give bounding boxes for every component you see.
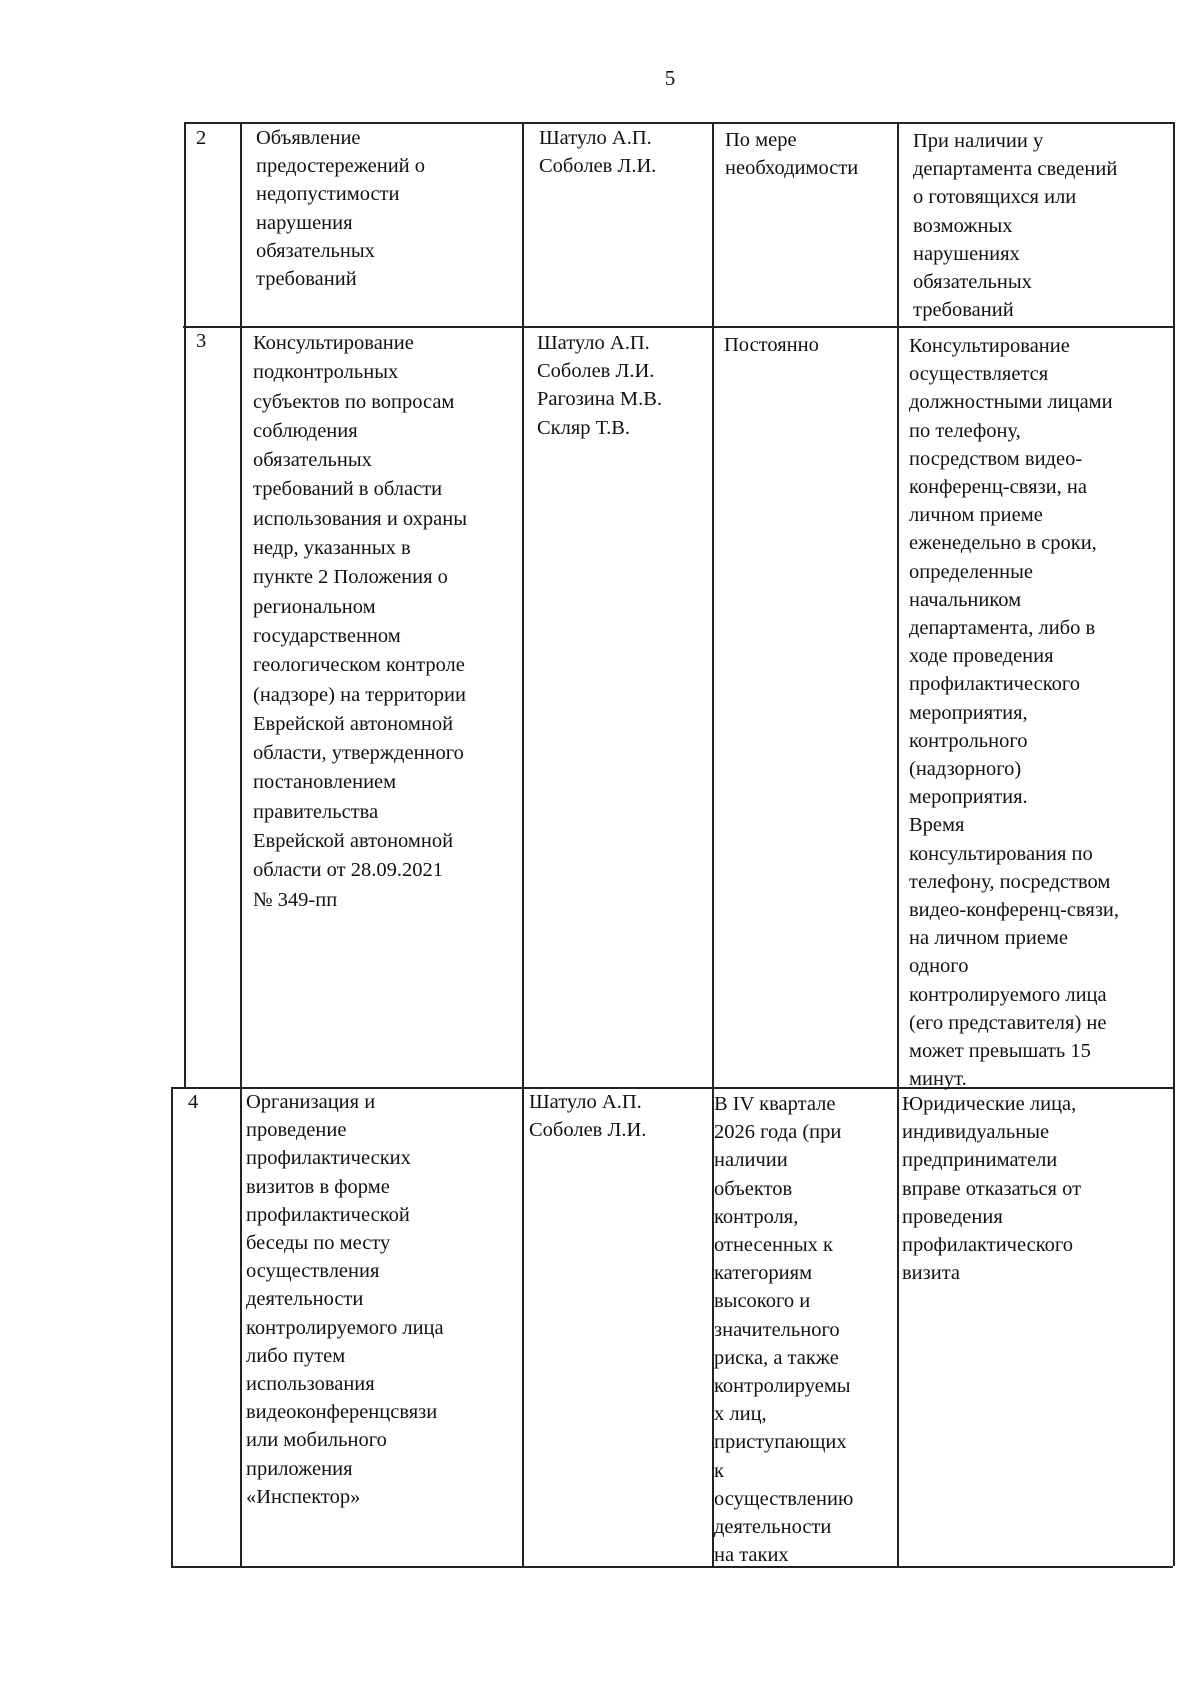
responsible-cell: Шатуло А.П. Соболев Л.И. Рагозина М.В. Скляр Т.В. [537,332,663,439]
row-divider-2-3 [183,326,1175,328]
row-number: 2 [196,127,207,149]
column-divider-2 [522,122,524,1566]
responsible-cell: Шатуло А.П. Соболев Л.И. [529,1091,647,1142]
activity-cell: Объявление предостережений о недопустимости нарушения обязательных требований [256,127,426,291]
table-border-bottom [171,1566,1173,1568]
notes-cell: При наличии у департамента сведений о готовящихся или возможных нарушениях обязательных требований [913,130,1118,322]
notes-cell: Юридические лица, индивидуальные предприниматели вправе отказаться от проведения профилактического визита [902,1093,1082,1285]
row-number: 4 [188,1091,199,1113]
page-number: 5 [664,66,676,90]
activity-cell: Организация и проведение профилактических визитов в форме профилактической беседы по месту осуществления деятельности контролируемого лица либо путем использования видеоконференцсвязи или мобильного приложения «Инспектор» [246,1091,444,1508]
activity-cell: Консультирование подконтрольных субъектов по вопросам соблюдения обязательных требований в области использования и охраны недр, указанных в пункте 2 Положения о региональном государственном геологическом контроле (надзоре) на территории Еврейской автономной области, утвержденного постановлением правительства Еврейской автономной области от 28.09.2021 № 349-пп [253,332,468,911]
responsible-cell: Шатуло А.П. Соболев Л.И. [539,127,657,178]
timing-cell: По мере необходимости [725,129,859,180]
timing-cell: Постоянно [724,334,819,356]
table-border-right [1173,122,1175,1566]
timing-cell: В IV квартале 2026 года (при наличии объектов контроля, отнесенных к категориям высокого и значительного риска, а также контролируемы х лиц, приступающих к осуществлению деятельности на таких [714,1093,854,1567]
table-border-left-row-4 [171,1087,173,1566]
column-divider-4 [897,122,899,1566]
notes-cell: Консультирование осуществляется должностными лицами по телефону, посредством видео- конференц-связи, на личном приеме еженедельно в сроки, определенные начальником департамента, либо в ходе проведения профилактического мероприятия, контрольного (надзорного) мероприятия. Время консультирования по телефону, посредством видео-конференц-связи, на личном приеме одного контролируемого лица (его представителя) не может превышать 15 минут. [909,335,1120,1091]
column-divider-1 [240,122,242,1566]
table-border-left [184,122,186,1087]
row-number: 3 [196,330,207,352]
